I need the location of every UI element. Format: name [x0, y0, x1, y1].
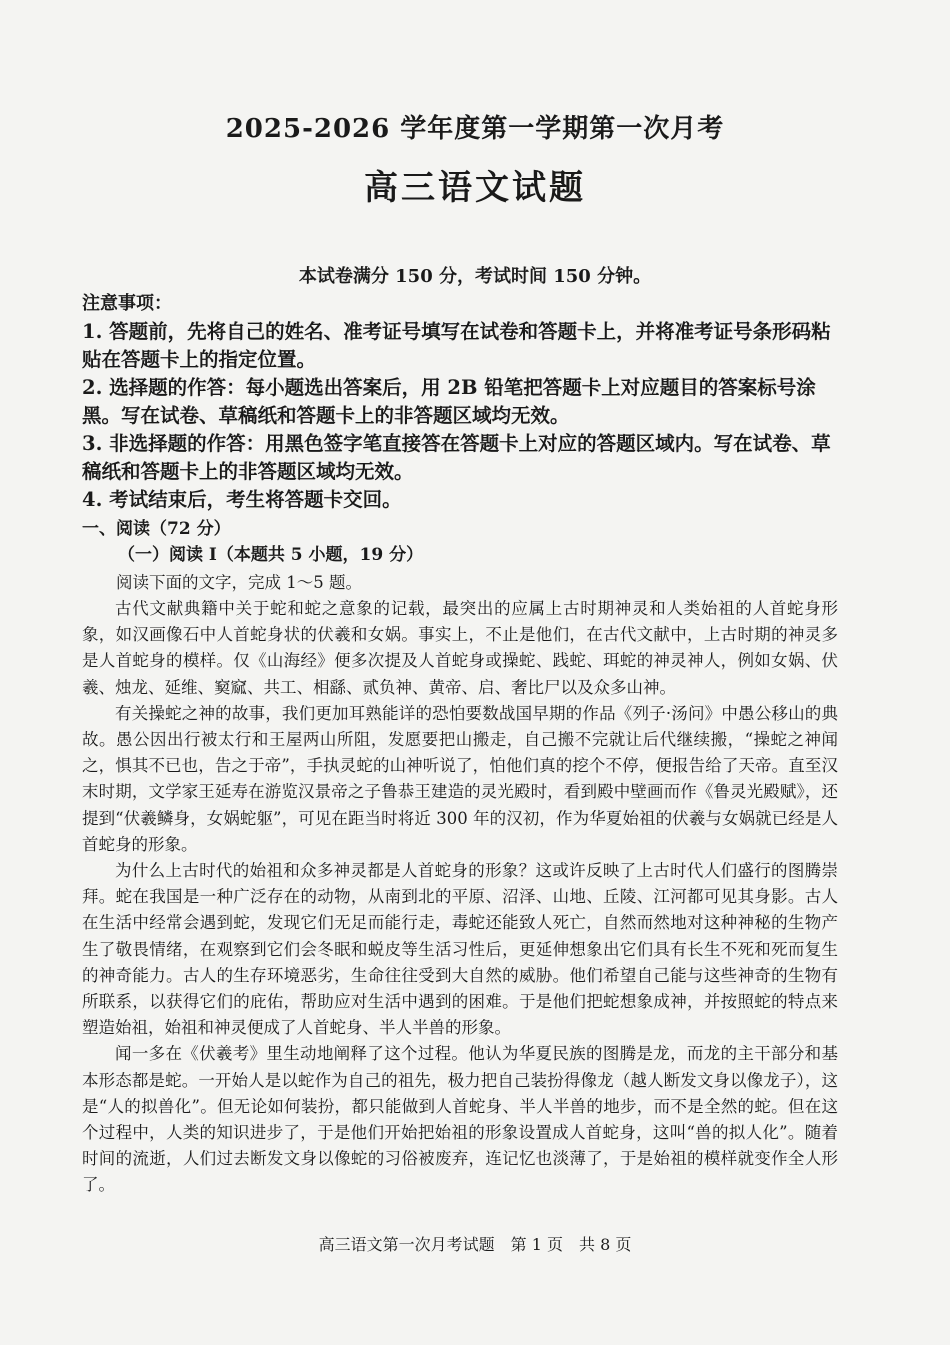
notice-item: 3. 非选择题的作答：用黑色签字笔直接答在答题卡上对应的答题区域内。写在试卷、草稿纸和答题卡上的非答题区域均无效。	[82, 432, 831, 483]
notice-item: 2. 选择题的作答：每小题选出答案后，用 2B 铅笔把答题卡上对应题目的答案标号涂黑。写在试卷、草稿纸和答题卡上的非答题区域均无效。	[82, 376, 816, 427]
passage-paragraph: 古代文献典籍中关于蛇和蛇之意象的记载，最突出的应属上古时期神灵和人类始祖的人首蛇身形象，如汉画像石中人首蛇身状的伏羲和女娲。事实上，不止是他们，在古代文献中，上古时期的神灵多是人首蛇身的模样。仅《山海经》便多次提及人首蛇身或操蛇、践蛇、珥蛇的神灵神人，例如女娲、伏羲、烛龙、延维、窫窳、共工、相繇、贰负神、黄帝、启、奢比尸以及众多山神。	[82, 599, 838, 697]
subject-title: 高三语文试题	[364, 168, 586, 208]
reading-passage	[82, 596, 838, 1199]
passage-paragraph: 为什么上古时代的始祖和众多神灵都是人首蛇身的形象？这或许反映了上古时代人们盛行的图腾崇拜。蛇在我国是一种广泛存在的动物，从南到北的平原、沼泽、山地、丘陵、江河都可见其身影。古人在生活中经常会遇到蛇，发现它们无足而能行走，毒蛇还能致人死亡，自然而然地对这种神秘的生物产生了敬畏情绪，在观察到它们会冬眠和蜕皮等生活习性后，更延伸想象出它们具有长生不死和死而复生的神奇能力。古人的生存环境恶劣，生命往往受到大自然的威胁。他们希望自己能与这些神奇的生物有所联系，以获得它们的庇佑，帮助应对生活中遇到的困难。于是他们把蛇想象成神，并按照蛇的特点来塑造始祖，始祖和神灵便成了人首蛇身、半人半兽的形象。	[82, 861, 838, 1038]
notices-block	[82, 290, 842, 514]
score-info: 本试卷满分 150 分，考试时间 150 分钟。	[298, 266, 652, 287]
page-footer: 高三语文第一次月考试题 第 1 页 共 8 页	[318, 1235, 632, 1254]
passage-paragraph: 有关操蛇之神的故事，我们更加耳熟能详的恐怕要数战国早期的作品《列子·汤问》中愚公移山的典故。愚公因出行被太行和王屋两山所阻，发愿要把山搬走，自己搬不完就让后代继续搬，“操蛇之神闻之，惧其不已也，告之于帝”，手执灵蛇的山神听说了，怕他们真的挖个不停，便报告给了天帝。直至汉末时期，文学家王延寿在游览汉景帝之子鲁恭王建造的灵光殿时，看到殿中壁画而作《鲁灵光殿赋》，还提到“伏羲鳞身，女娲蛇躯”，可见在距当时将近 300 年的汉初，作为华夏始祖的伏羲与女娲就已经是人首蛇身的形象。	[82, 703, 838, 854]
subsection-heading: （一）阅读 I（本题共 5 小题，19 分）	[118, 545, 424, 565]
notice-item: 1. 答题前，先将自己的姓名、准考证号填写在试卷和答题卡上，并将准考证号条形码粘贴在答题卡上的指定位置。	[82, 320, 831, 371]
section-heading: 一、阅读（72 分）	[82, 519, 231, 539]
notice-item: 4. 考试结束后，考生将答题卡交回。	[82, 488, 402, 511]
notices-heading: 注意事项：	[82, 293, 172, 314]
exam-title: 2025-2026 学年度第一学期第一次月考	[225, 114, 725, 144]
passage-paragraph: 闻一多在《伏羲考》里生动地阐释了这个过程。他认为华夏民族的图腾是龙，而龙的主干部分和基本形态都是蛇。一开始人是以蛇作为自己的祖先，极力把自己装扮得像龙（越人断发文身以像龙子），这是“人的拟兽化”。但无论如何装扮，都只能做到人首蛇身、半人半兽的地步，而不是全然的蛇。但在这个过程中，人类的知识进步了，于是他们开始把始祖的形象设置成人首蛇身，这叫“兽的拟人化”。随着时间的流逝，人们过去断发文身以像蛇的习俗被废弃，连记忆也淡薄了，于是始祖的模样就变作全人形了。	[82, 1044, 838, 1195]
reading-instruction: 阅读下面的文字，完成 1～5 题。	[116, 573, 362, 592]
